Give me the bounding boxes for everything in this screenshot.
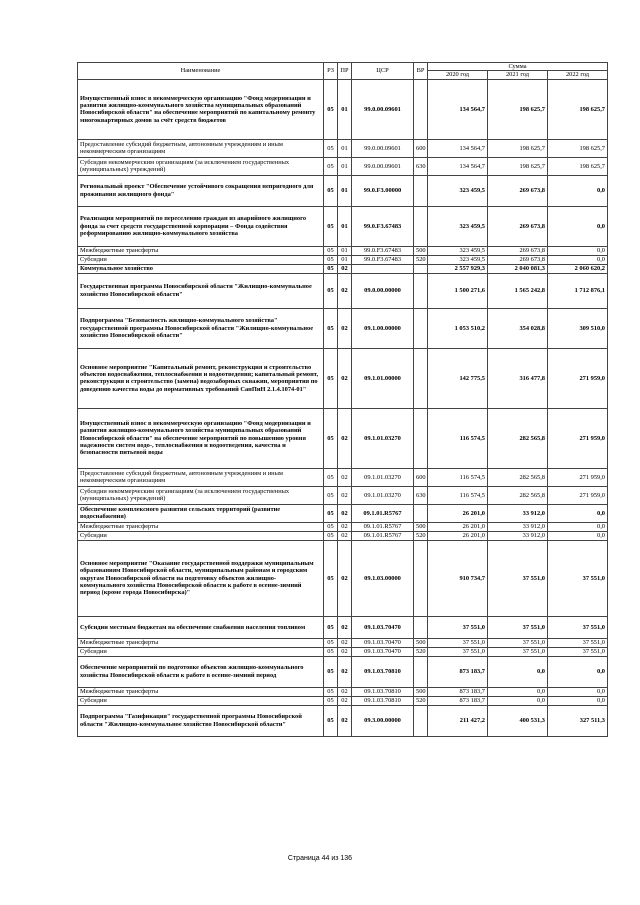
row-rz: 05: [324, 696, 338, 705]
table-row: [78, 486, 608, 504]
row-csr: 09.1.01.R5767: [352, 504, 414, 522]
row-value-2022: 37 551,0: [548, 638, 608, 647]
row-value-2021: 33 912,0: [488, 504, 548, 522]
row-csr: 09.1.03.00000: [352, 540, 414, 616]
table-row: [78, 638, 608, 647]
row-value-2020: 37 551,0: [428, 638, 488, 647]
row-value-2020: 1 053 510,2: [428, 308, 488, 348]
row-rz: 05: [324, 246, 338, 255]
row-name: Основное мероприятие "Оказание государственной поддержки муниципальным образованиям Новосибирской области, муниципальным районам и городским округам Новосибирской области на подготовку объектов жилищно-коммунального хозяйства Новосибирской области к работе в осенне-зимний период (кроме города Новосибирска)": [78, 540, 324, 616]
row-name: Подпрограмма "Безопасность жилищно-коммунального хозяйства" государственной программы Новосибирской области "Жилищно-коммунальное хозяйство Новосибирской области": [78, 308, 324, 348]
table-row: [78, 504, 608, 522]
row-rz: 05: [324, 408, 338, 468]
row-name: Субсидии: [78, 531, 324, 540]
row-vr: 600: [414, 468, 428, 486]
row-name: Подпрограмма "Газификация" государственной программы Новосибирской области "Жилищно-коммунальное хозяйство Новосибирской области": [78, 705, 324, 736]
row-value-2021: 0,0: [488, 696, 548, 705]
row-name: Субсидии некоммерческим организациям (за исключением государственных (муниципальных) учреждений): [78, 486, 324, 504]
row-csr: 09.1.03.70470: [352, 638, 414, 647]
row-value-2020: 910 734,7: [428, 540, 488, 616]
row-csr: 99.0.F3.67483: [352, 255, 414, 264]
row-pr: 01: [338, 206, 352, 246]
row-name: Субсидии: [78, 255, 324, 264]
table-row: [78, 540, 608, 616]
row-vr: [414, 504, 428, 522]
row-vr: [414, 348, 428, 408]
row-name: Субсидии: [78, 647, 324, 656]
row-vr: [414, 273, 428, 308]
row-csr: 09.1.03.70810: [352, 687, 414, 696]
row-rz: 05: [324, 79, 338, 139]
page-footer: Страница 44 из 136: [287, 855, 353, 862]
row-name: Реализация мероприятий по переселению граждан из аварийного жилищного фонда за счет средств государственной корпорации – Фонда содействия реформированию жилищно-коммунального хозяйства: [78, 206, 324, 246]
row-value-2022: 0,0: [548, 656, 608, 687]
row-csr: 99.0.00.09601: [352, 157, 414, 175]
row-value-2022: 327 511,3: [548, 705, 608, 736]
table-row: [78, 616, 608, 638]
row-value-2021: 2 040 081,3: [488, 264, 548, 273]
row-value-2022: 271 959,0: [548, 348, 608, 408]
row-csr: 99.0.F3.67483: [352, 246, 414, 255]
row-rz: 05: [324, 468, 338, 486]
row-pr: 02: [338, 638, 352, 647]
table-row: [78, 308, 608, 348]
row-value-2021: 33 912,0: [488, 522, 548, 531]
row-name: Региональный проект "Обеспечение устойчивого сокращения непригодного для проживания жилищного фонда": [78, 175, 324, 206]
table-row: [78, 273, 608, 308]
table-row: [78, 656, 608, 687]
row-vr: 520: [414, 255, 428, 264]
table-row: [78, 348, 608, 408]
row-csr: 09.1.01.R5767: [352, 531, 414, 540]
row-pr: 02: [338, 616, 352, 638]
row-csr: 09.1.01.00000: [352, 348, 414, 408]
row-vr: 500: [414, 687, 428, 696]
row-value-2022: 271 959,0: [548, 486, 608, 504]
row-csr: 09.1.01.03270: [352, 468, 414, 486]
row-pr: 01: [338, 175, 352, 206]
row-value-2020: 116 574,5: [428, 486, 488, 504]
row-pr: 02: [338, 647, 352, 656]
row-vr: 520: [414, 647, 428, 656]
row-value-2022: 2 060 620,2: [548, 264, 608, 273]
table-row: [78, 139, 608, 157]
row-vr: 630: [414, 486, 428, 504]
row-name: Предоставление субсидий бюджетным, автономным учреждениям и иным некоммерческим организациям: [78, 139, 324, 157]
row-name: Имущественный взнос в некоммерческую организацию "Фонд модернизации и развития жилищно-коммунального хозяйства муниципальных образований Новосибирской области" на обеспечение мероприятий по капитальному ремонту многоквартирных домов за счёт средств бюджетов: [78, 79, 324, 139]
budget-table: [77, 62, 608, 737]
row-value-2020: 323 459,5: [428, 206, 488, 246]
row-value-2022: 1 712 876,1: [548, 273, 608, 308]
row-value-2020: 873 183,7: [428, 656, 488, 687]
row-rz: 05: [324, 522, 338, 531]
table-row: [78, 705, 608, 736]
row-rz: 05: [324, 486, 338, 504]
row-vr: [414, 79, 428, 139]
row-pr: 02: [338, 408, 352, 468]
row-pr: 02: [338, 705, 352, 736]
row-value-2022: 0,0: [548, 255, 608, 264]
row-value-2022: 0,0: [548, 175, 608, 206]
row-value-2020: 116 574,5: [428, 468, 488, 486]
row-value-2021: 37 551,0: [488, 638, 548, 647]
row-rz: 05: [324, 616, 338, 638]
row-value-2020: 211 427,2: [428, 705, 488, 736]
row-value-2021: 37 551,0: [488, 647, 548, 656]
row-name: Обеспечение мероприятий по подготовке объектов жилищно-коммунального хозяйства Новосибирской области к работе в осенне-зимний период: [78, 656, 324, 687]
row-value-2021: 282 565,8: [488, 468, 548, 486]
row-rz: 05: [324, 504, 338, 522]
row-rz: 05: [324, 638, 338, 647]
row-vr: 500: [414, 246, 428, 255]
row-vr: 500: [414, 522, 428, 531]
row-pr: 01: [338, 246, 352, 255]
row-vr: [414, 206, 428, 246]
row-value-2021: 0,0: [488, 656, 548, 687]
row-rz: 05: [324, 687, 338, 696]
row-vr: 520: [414, 531, 428, 540]
row-pr: 01: [338, 255, 352, 264]
row-csr: 09.1.03.70810: [352, 696, 414, 705]
row-vr: 600: [414, 139, 428, 157]
row-value-2021: 282 565,8: [488, 486, 548, 504]
row-value-2020: 323 459,5: [428, 246, 488, 255]
row-value-2020: 142 775,5: [428, 348, 488, 408]
row-pr: 02: [338, 308, 352, 348]
header-vr: ВР: [414, 63, 428, 80]
row-csr: 09.1.01.03270: [352, 408, 414, 468]
row-csr: 09.1.01.03270: [352, 486, 414, 504]
table-row: [78, 206, 608, 246]
row-vr: 520: [414, 696, 428, 705]
row-csr: 09.1.03.70470: [352, 647, 414, 656]
table-row: [78, 687, 608, 696]
row-rz: 05: [324, 139, 338, 157]
row-pr: 01: [338, 139, 352, 157]
table-row: [78, 79, 608, 139]
row-value-2020: 37 551,0: [428, 616, 488, 638]
header-rz: РЗ: [324, 63, 338, 80]
row-value-2022: 198 625,7: [548, 79, 608, 139]
row-value-2020: 873 183,7: [428, 696, 488, 705]
row-rz: 05: [324, 656, 338, 687]
row-pr: 02: [338, 656, 352, 687]
row-name: Межбюджетные трансферты: [78, 687, 324, 696]
row-value-2022: 271 959,0: [548, 468, 608, 486]
row-name: Обеспечение комплексного развития сельских территорий (развитие водоснабжения): [78, 504, 324, 522]
row-value-2020: 134 564,7: [428, 157, 488, 175]
row-name: Субсидии: [78, 696, 324, 705]
table-body: [78, 79, 608, 736]
row-rz: 05: [324, 206, 338, 246]
row-csr: 09.1.01.R5767: [352, 522, 414, 531]
row-value-2020: 26 201,0: [428, 504, 488, 522]
row-value-2021: 269 673,8: [488, 206, 548, 246]
row-value-2022: 37 551,0: [548, 540, 608, 616]
row-value-2022: 271 959,0: [548, 408, 608, 468]
row-pr: 02: [338, 504, 352, 522]
header-year-2021: 2021 год: [488, 71, 548, 79]
row-value-2022: 198 625,7: [548, 139, 608, 157]
table-row: [78, 175, 608, 206]
row-value-2020: 873 183,7: [428, 687, 488, 696]
row-value-2021: 316 477,8: [488, 348, 548, 408]
row-value-2021: 354 028,8: [488, 308, 548, 348]
header-csr: ЦСР: [352, 63, 414, 80]
table-row: [78, 468, 608, 486]
row-vr: [414, 705, 428, 736]
row-value-2022: 0,0: [548, 696, 608, 705]
row-rz: 05: [324, 273, 338, 308]
row-value-2020: 2 557 929,3: [428, 264, 488, 273]
row-rz: 05: [324, 157, 338, 175]
row-value-2021: 198 625,7: [488, 139, 548, 157]
row-name: Межбюджетные трансферты: [78, 522, 324, 531]
row-pr: 02: [338, 531, 352, 540]
row-value-2021: 198 625,7: [488, 157, 548, 175]
row-rz: 05: [324, 348, 338, 408]
row-value-2022: 309 510,0: [548, 308, 608, 348]
table-row: [78, 531, 608, 540]
row-name: Государственная программа Новосибирской области "Жилищно-коммунальное хозяйство Новосибирской области": [78, 273, 324, 308]
row-value-2020: 37 551,0: [428, 647, 488, 656]
row-value-2022: 198 625,7: [548, 157, 608, 175]
row-name: Имущественный взнос в некоммерческую организацию "Фонд модернизации и развития жилищно-коммунального хозяйства муниципальных образований Новосибирской области" на обеспечение мероприятий по повышению уровня надежности систем водо-, теплоснабжения и водоотведения, качества и безопасности питьевой воды: [78, 408, 324, 468]
row-value-2020: 323 459,5: [428, 175, 488, 206]
row-rz: 05: [324, 540, 338, 616]
row-csr: 99.0.00.09601: [352, 139, 414, 157]
table-row: [78, 246, 608, 255]
row-pr: 02: [338, 696, 352, 705]
row-value-2020: 134 564,7: [428, 79, 488, 139]
row-rz: 05: [324, 705, 338, 736]
row-value-2021: 37 551,0: [488, 616, 548, 638]
table-row: [78, 696, 608, 705]
row-csr: 09.3.00.00000: [352, 705, 414, 736]
row-value-2022: 0,0: [548, 531, 608, 540]
header-sum: Сумма: [428, 63, 608, 71]
table-row: [78, 408, 608, 468]
row-value-2022: 0,0: [548, 504, 608, 522]
row-name: Межбюджетные трансферты: [78, 246, 324, 255]
row-value-2022: 37 551,0: [548, 616, 608, 638]
row-value-2021: 269 673,8: [488, 175, 548, 206]
row-value-2021: 0,0: [488, 687, 548, 696]
row-name: Субсидии местным бюджетам на обеспечение снабжения населения топливом: [78, 616, 324, 638]
row-value-2022: 0,0: [548, 246, 608, 255]
row-csr: [352, 264, 414, 273]
header-year-2020: 2020 год: [428, 71, 488, 79]
row-value-2020: 116 574,5: [428, 408, 488, 468]
row-value-2021: 198 625,7: [488, 79, 548, 139]
row-csr: 09.1.03.70810: [352, 656, 414, 687]
row-pr: 02: [338, 522, 352, 531]
row-vr: [414, 408, 428, 468]
row-name: Межбюджетные трансферты: [78, 638, 324, 647]
row-csr: 09.1.00.00000: [352, 308, 414, 348]
row-value-2021: 1 565 242,8: [488, 273, 548, 308]
row-pr: 02: [338, 687, 352, 696]
row-vr: [414, 264, 428, 273]
row-value-2020: 26 201,0: [428, 522, 488, 531]
row-value-2021: 269 673,8: [488, 246, 548, 255]
row-rz: 05: [324, 175, 338, 206]
header-name: Наименование: [78, 63, 324, 80]
row-value-2020: 26 201,0: [428, 531, 488, 540]
row-pr: 02: [338, 468, 352, 486]
table-row: [78, 157, 608, 175]
row-value-2022: 37 551,0: [548, 647, 608, 656]
row-csr: 09.0.00.00000: [352, 273, 414, 308]
row-pr: 01: [338, 79, 352, 139]
header-year-2022: 2022 год: [548, 71, 608, 79]
row-vr: [414, 308, 428, 348]
row-name: Коммунальное хозяйство: [78, 264, 324, 273]
row-value-2020: 134 564,7: [428, 139, 488, 157]
row-pr: 01: [338, 157, 352, 175]
row-vr: 630: [414, 157, 428, 175]
row-pr: 02: [338, 273, 352, 308]
row-value-2021: 33 912,0: [488, 531, 548, 540]
row-pr: 02: [338, 486, 352, 504]
row-value-2020: 323 459,5: [428, 255, 488, 264]
table-row: [78, 255, 608, 264]
row-vr: 500: [414, 638, 428, 647]
row-value-2021: 282 565,8: [488, 408, 548, 468]
row-rz: 05: [324, 255, 338, 264]
row-name: Основное мероприятие "Капитальный ремонт, реконструкция и строительство объектов водоснабжения, теплоснабжения и водоотведения; капитальный ремонт, реконструкция и строительство (замена) водозаборных скважин, мероприятия по доведению качества воды до нормативных требований СанПиН 2.1.4.1074-01": [78, 348, 324, 408]
row-value-2022: 0,0: [548, 522, 608, 531]
row-value-2022: 0,0: [548, 206, 608, 246]
table-row: [78, 264, 608, 273]
row-csr: 99.0.F3.67483: [352, 206, 414, 246]
table-row: [78, 522, 608, 531]
row-rz: 05: [324, 308, 338, 348]
row-name: Субсидии некоммерческим организациям (за исключением государственных (муниципальных) учреждений): [78, 157, 324, 175]
row-vr: [414, 616, 428, 638]
row-name: Предоставление субсидий бюджетным, автономным учреждениям и иным некоммерческим организациям: [78, 468, 324, 486]
row-rz: 05: [324, 531, 338, 540]
row-value-2022: 0,0: [548, 687, 608, 696]
row-vr: [414, 656, 428, 687]
row-pr: 02: [338, 264, 352, 273]
row-value-2021: 400 531,3: [488, 705, 548, 736]
row-csr: 99.0.00.09601: [352, 79, 414, 139]
row-pr: 02: [338, 540, 352, 616]
header-pr: ПР: [338, 63, 352, 80]
row-rz: 05: [324, 264, 338, 273]
row-vr: [414, 540, 428, 616]
table-row: [78, 647, 608, 656]
row-value-2021: 37 551,0: [488, 540, 548, 616]
row-pr: 02: [338, 348, 352, 408]
row-csr: 09.1.03.70470: [352, 616, 414, 638]
row-csr: 99.0.F3.00000: [352, 175, 414, 206]
row-value-2020: 1 500 271,6: [428, 273, 488, 308]
row-rz: 05: [324, 647, 338, 656]
row-value-2021: 269 673,8: [488, 255, 548, 264]
row-vr: [414, 175, 428, 206]
